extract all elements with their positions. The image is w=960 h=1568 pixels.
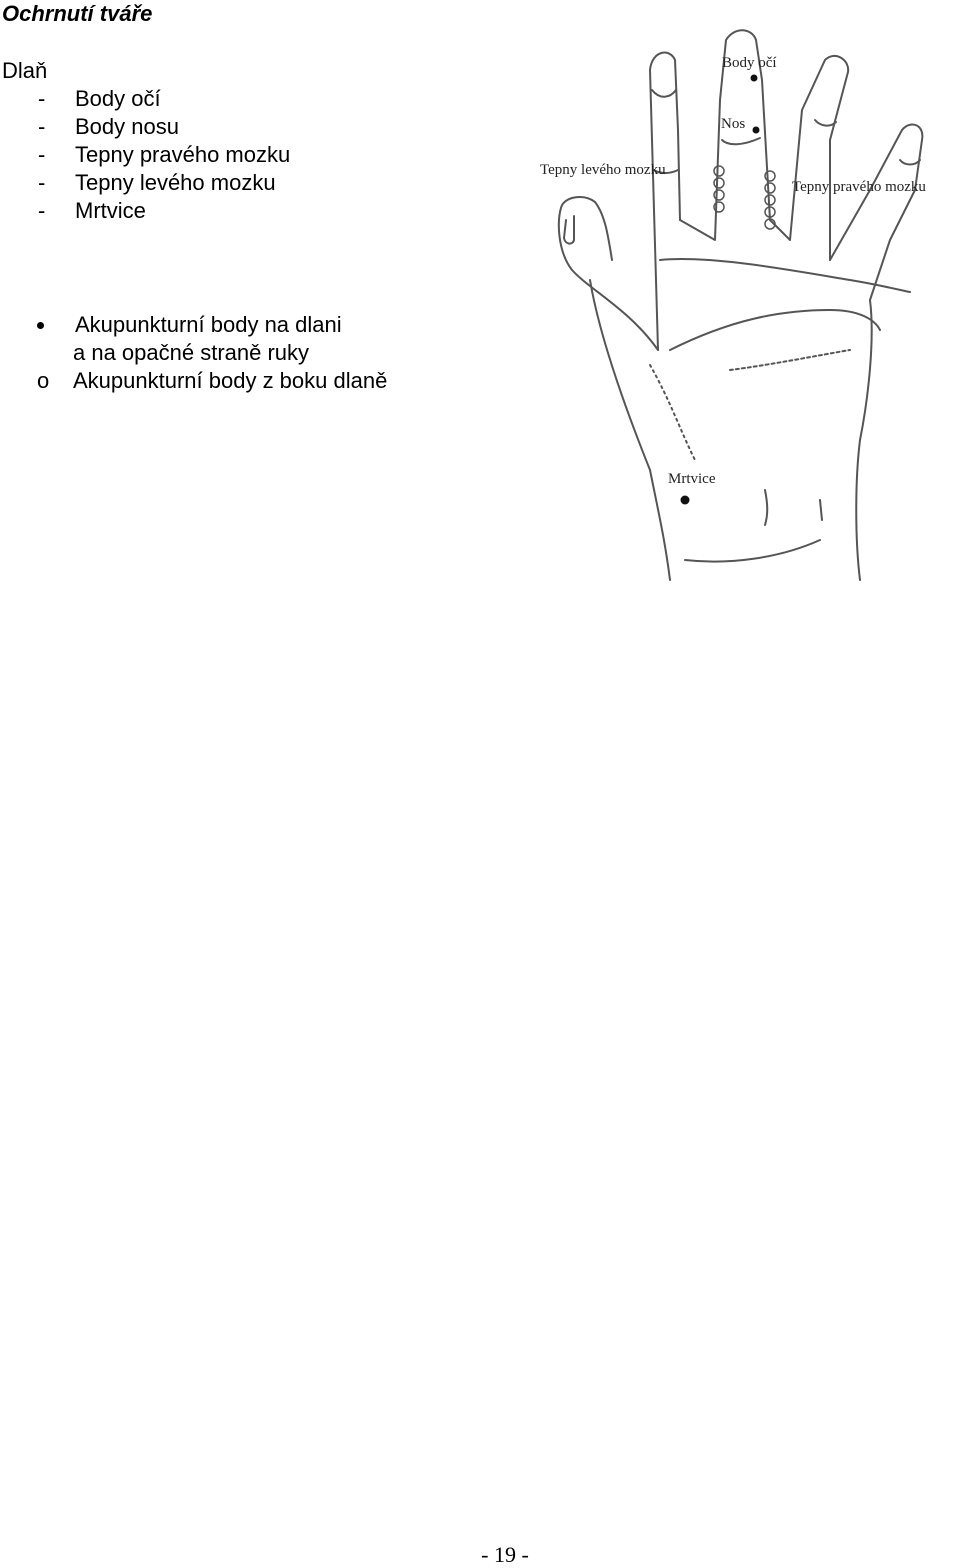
circle-point-icon — [714, 190, 724, 200]
circle-point-icon — [765, 183, 775, 193]
list-item-text: Mrtvice — [75, 198, 146, 223]
eye-point-icon — [751, 75, 758, 82]
bullet-icon — [37, 322, 44, 329]
list-item — [0, 197, 290, 225]
section-label-palm: Dlaň — [2, 58, 48, 83]
dash-marker: - — [38, 114, 46, 139]
note-item-continuation — [0, 339, 387, 367]
points-list — [0, 85, 290, 225]
list-item — [0, 141, 290, 169]
hand-outline — [559, 30, 923, 580]
dash-marker: - — [38, 170, 46, 195]
note-item — [0, 311, 387, 339]
label-left-brain-arteries: Tepny levého mozku — [540, 162, 666, 178]
stroke-point-icon — [681, 496, 690, 505]
list-item-text: Tepny pravého mozku — [75, 142, 291, 167]
dash-marker: - — [38, 142, 46, 167]
list-item-text: Body očí — [75, 86, 161, 111]
hand-diagram — [530, 20, 955, 590]
dash-marker: - — [38, 86, 46, 111]
note-text: Akupunkturní body z boku dlaně — [73, 368, 388, 393]
note-text: a na opačné straně ruky — [73, 340, 310, 365]
list-item — [0, 85, 290, 113]
circle-point-icon — [714, 178, 724, 188]
list-item-text: Body nosu — [75, 114, 179, 139]
label-right-brain-arteries: Tepny pravého mozku — [792, 179, 926, 195]
circle-point-icon — [714, 166, 724, 176]
list-item-text: Tepny levého mozku — [75, 170, 276, 195]
page-heading: Ochrnutí tváře — [2, 1, 153, 26]
notes-list — [0, 311, 387, 395]
dash-marker: - — [38, 198, 46, 223]
list-item — [0, 169, 290, 197]
note-text: Akupunkturní body na dlani — [75, 312, 342, 337]
note-item — [0, 367, 387, 395]
page-number: - 19 - — [481, 1542, 529, 1567]
label-stroke: Mrtvice — [668, 471, 716, 487]
label-eye-points: Body očí — [722, 55, 777, 71]
nose-point-icon — [753, 127, 760, 134]
o-marker: o — [37, 368, 50, 393]
label-nose: Nos — [721, 116, 746, 132]
list-item — [0, 113, 290, 141]
